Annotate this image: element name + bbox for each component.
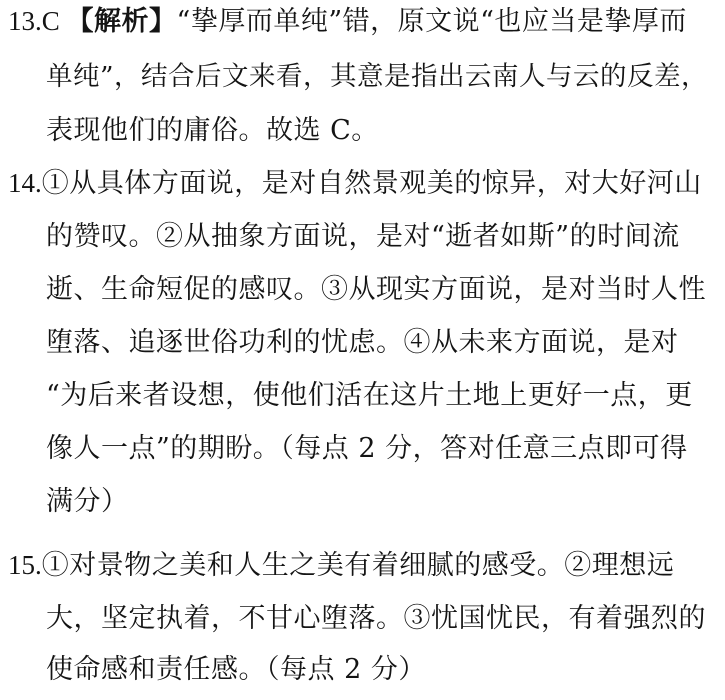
q14-text-4: 堕落、追逐世俗功利的忧虑。④从未来方面说，是对: [46, 327, 679, 358]
q14-line-3: [46, 276, 706, 303]
q14-text-5: “为后来者设想，使他们活在这片土地上更好一点，更: [46, 380, 693, 411]
q14-line-2: [46, 223, 680, 250]
q14-line-4: [46, 329, 679, 356]
q15-line-2: [46, 605, 706, 632]
q15-line-3: [46, 656, 426, 683]
q14-text-2: 的赞叹。②从抽象方面说，是对“逝者如斯”的时间流: [46, 221, 680, 252]
q14-text-1: ①从具体方面说，是对自然景观美的惊异，对大好河山: [41, 168, 702, 199]
q13-analysis-tag: 【解析】: [66, 6, 177, 37]
q14-line-7: [46, 488, 129, 515]
q14-text-7: 满分）: [46, 486, 129, 517]
q14-text-6: 像人一点”的期盼。（每点 2 分，答对任意三点即可得: [46, 433, 688, 464]
q14-line-5: [46, 382, 693, 409]
q15-text-3: 使命感和责任感。（每点 2 分）: [46, 654, 426, 685]
q13-text-2: 单纯”，结合后文来看，其意是指出云南人与云的反差，: [46, 61, 709, 92]
q13-line-2: [46, 61, 709, 92]
q13-line-3: [46, 117, 379, 144]
q15-line-1: [8, 552, 674, 579]
q13-text-3: 表现他们的庸俗。故选 C。: [46, 115, 379, 146]
q14-line-1: [8, 170, 702, 197]
q15-text-2: 大，坚定执着，不甘心堕落。③忧国忧民，有着强烈的: [46, 603, 706, 634]
q13-line-1: [8, 8, 687, 35]
q13-number: 13.C: [8, 6, 67, 36]
q15-number: 15.: [8, 550, 42, 580]
q13-text-1: “挚厚而单纯”错，原文说“也应当是挚厚而: [176, 6, 687, 37]
q14-number: 14.: [8, 168, 42, 198]
q14-line-6: [46, 435, 688, 462]
q14-text-3: 逝、生命短促的感叹。③从现实方面说，是对当时人性: [46, 274, 706, 305]
q15-text-1: ①对景物之美和人生之美有着细腻的感受。②理想远: [41, 550, 675, 581]
